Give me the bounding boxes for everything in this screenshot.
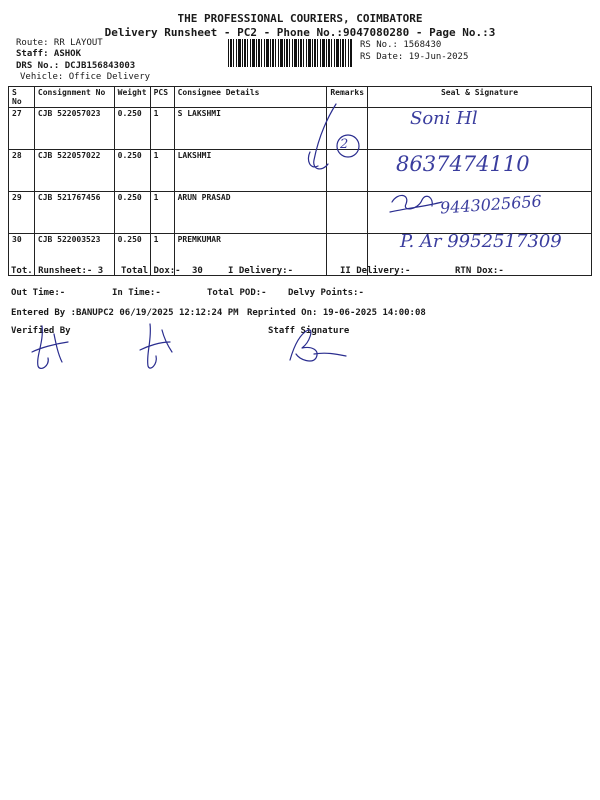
column-header: Weight — [114, 87, 150, 108]
pcs-cell: 1 — [150, 108, 174, 150]
serial-number: 27 — [9, 108, 35, 150]
handwritten-signature — [286, 324, 348, 366]
route-label: Route: RR LAYOUT — [16, 38, 103, 48]
handwritten-signature — [134, 322, 182, 374]
rs-date: RS Date: 19-Jun-2025 — [360, 52, 469, 62]
weight-cell: 0.250 — [114, 108, 150, 150]
out-time-label: Out Time:- — [11, 288, 66, 298]
serial-number: 28 — [9, 150, 35, 192]
consignment-number: CJB 521767456 — [34, 192, 114, 234]
total-dox-label: Total Dox:- — [121, 266, 181, 276]
staff-label: Staff: ASHOK — [16, 49, 82, 59]
column-header: S No — [9, 87, 35, 108]
serial-number: 29 — [9, 192, 35, 234]
pcs-cell: 1 — [150, 234, 174, 276]
rtn-dox-label: RTN Dox:- — [455, 266, 504, 276]
vehicle-label: Vehicle: Office Delivery — [20, 72, 151, 82]
weight-cell: 0.250 — [114, 150, 150, 192]
pcs-cell: 1 — [150, 150, 174, 192]
column-header: Remarks — [327, 87, 368, 108]
handwritten-mark — [296, 100, 376, 180]
barcode — [228, 39, 352, 67]
runsheet-subtitle: Delivery Runsheet - PC2 - Phone No.:9047080280 - Page No.:3 — [104, 26, 496, 39]
ii-delivery-label: II Delivery:- — [340, 266, 411, 276]
verified-by-label: Verified By — [11, 326, 71, 336]
pcs-cell: 1 — [150, 192, 174, 234]
handwritten-signature — [388, 188, 444, 218]
handwritten-phone: 8637474110 — [396, 152, 530, 176]
handwritten-phone: 9443025656 — [439, 191, 543, 218]
total-pod-label: Total POD:- — [207, 288, 267, 298]
i-delivery-label: I Delivery:- — [228, 266, 294, 276]
handwritten-signature: P. Ar 9952517309 — [400, 231, 562, 252]
entered-by: Entered By :BANUPC2 06/19/2025 12:12:24 PM — [11, 308, 239, 318]
column-header: Seal & Signature — [368, 87, 592, 108]
column-header: Consignee Details — [174, 87, 327, 108]
total-runsheet: Tot. Runsheet:- 3 — [11, 266, 104, 276]
staff-signature-label: Staff Signature — [268, 326, 350, 336]
company-title: THE PROFESSIONAL COURIERS, COIMBATORE — [177, 12, 423, 25]
total-dox-value: 30 — [192, 266, 203, 276]
reprinted-on: Reprinted On: 19-06-2025 14:00:08 — [247, 308, 426, 318]
column-header: PCS — [150, 87, 174, 108]
in-time-label: In Time:- — [112, 288, 161, 298]
consignee-cell: LAKSHMI — [174, 150, 327, 192]
consignee-cell: PREMKUMAR — [174, 234, 327, 276]
handwritten-remark: 2 — [340, 137, 349, 152]
handwritten-signature — [28, 322, 80, 374]
drs-number: DRS No.: DCJB156843003 — [16, 61, 136, 71]
rs-number: RS No.: 1568430 — [360, 40, 442, 50]
consignment-number: CJB 522057023 — [34, 108, 114, 150]
weight-cell: 0.250 — [114, 192, 150, 234]
remarks-cell — [327, 192, 368, 234]
consignment-number: CJB 522003523 — [34, 234, 114, 276]
consignee-cell: ARUN PRASAD — [174, 192, 327, 234]
signature-cell — [368, 108, 592, 150]
consignment-number: CJB 522057022 — [34, 150, 114, 192]
handwritten-signature: Soni Hl — [410, 108, 478, 129]
weight-cell: 0.250 — [114, 234, 150, 276]
column-header: Consignment No — [34, 87, 114, 108]
delivery-points-label: Delvy Points:- — [288, 288, 364, 298]
serial-number: 30 — [9, 234, 35, 276]
consignee-cell: S LAKSHMI — [174, 108, 327, 150]
